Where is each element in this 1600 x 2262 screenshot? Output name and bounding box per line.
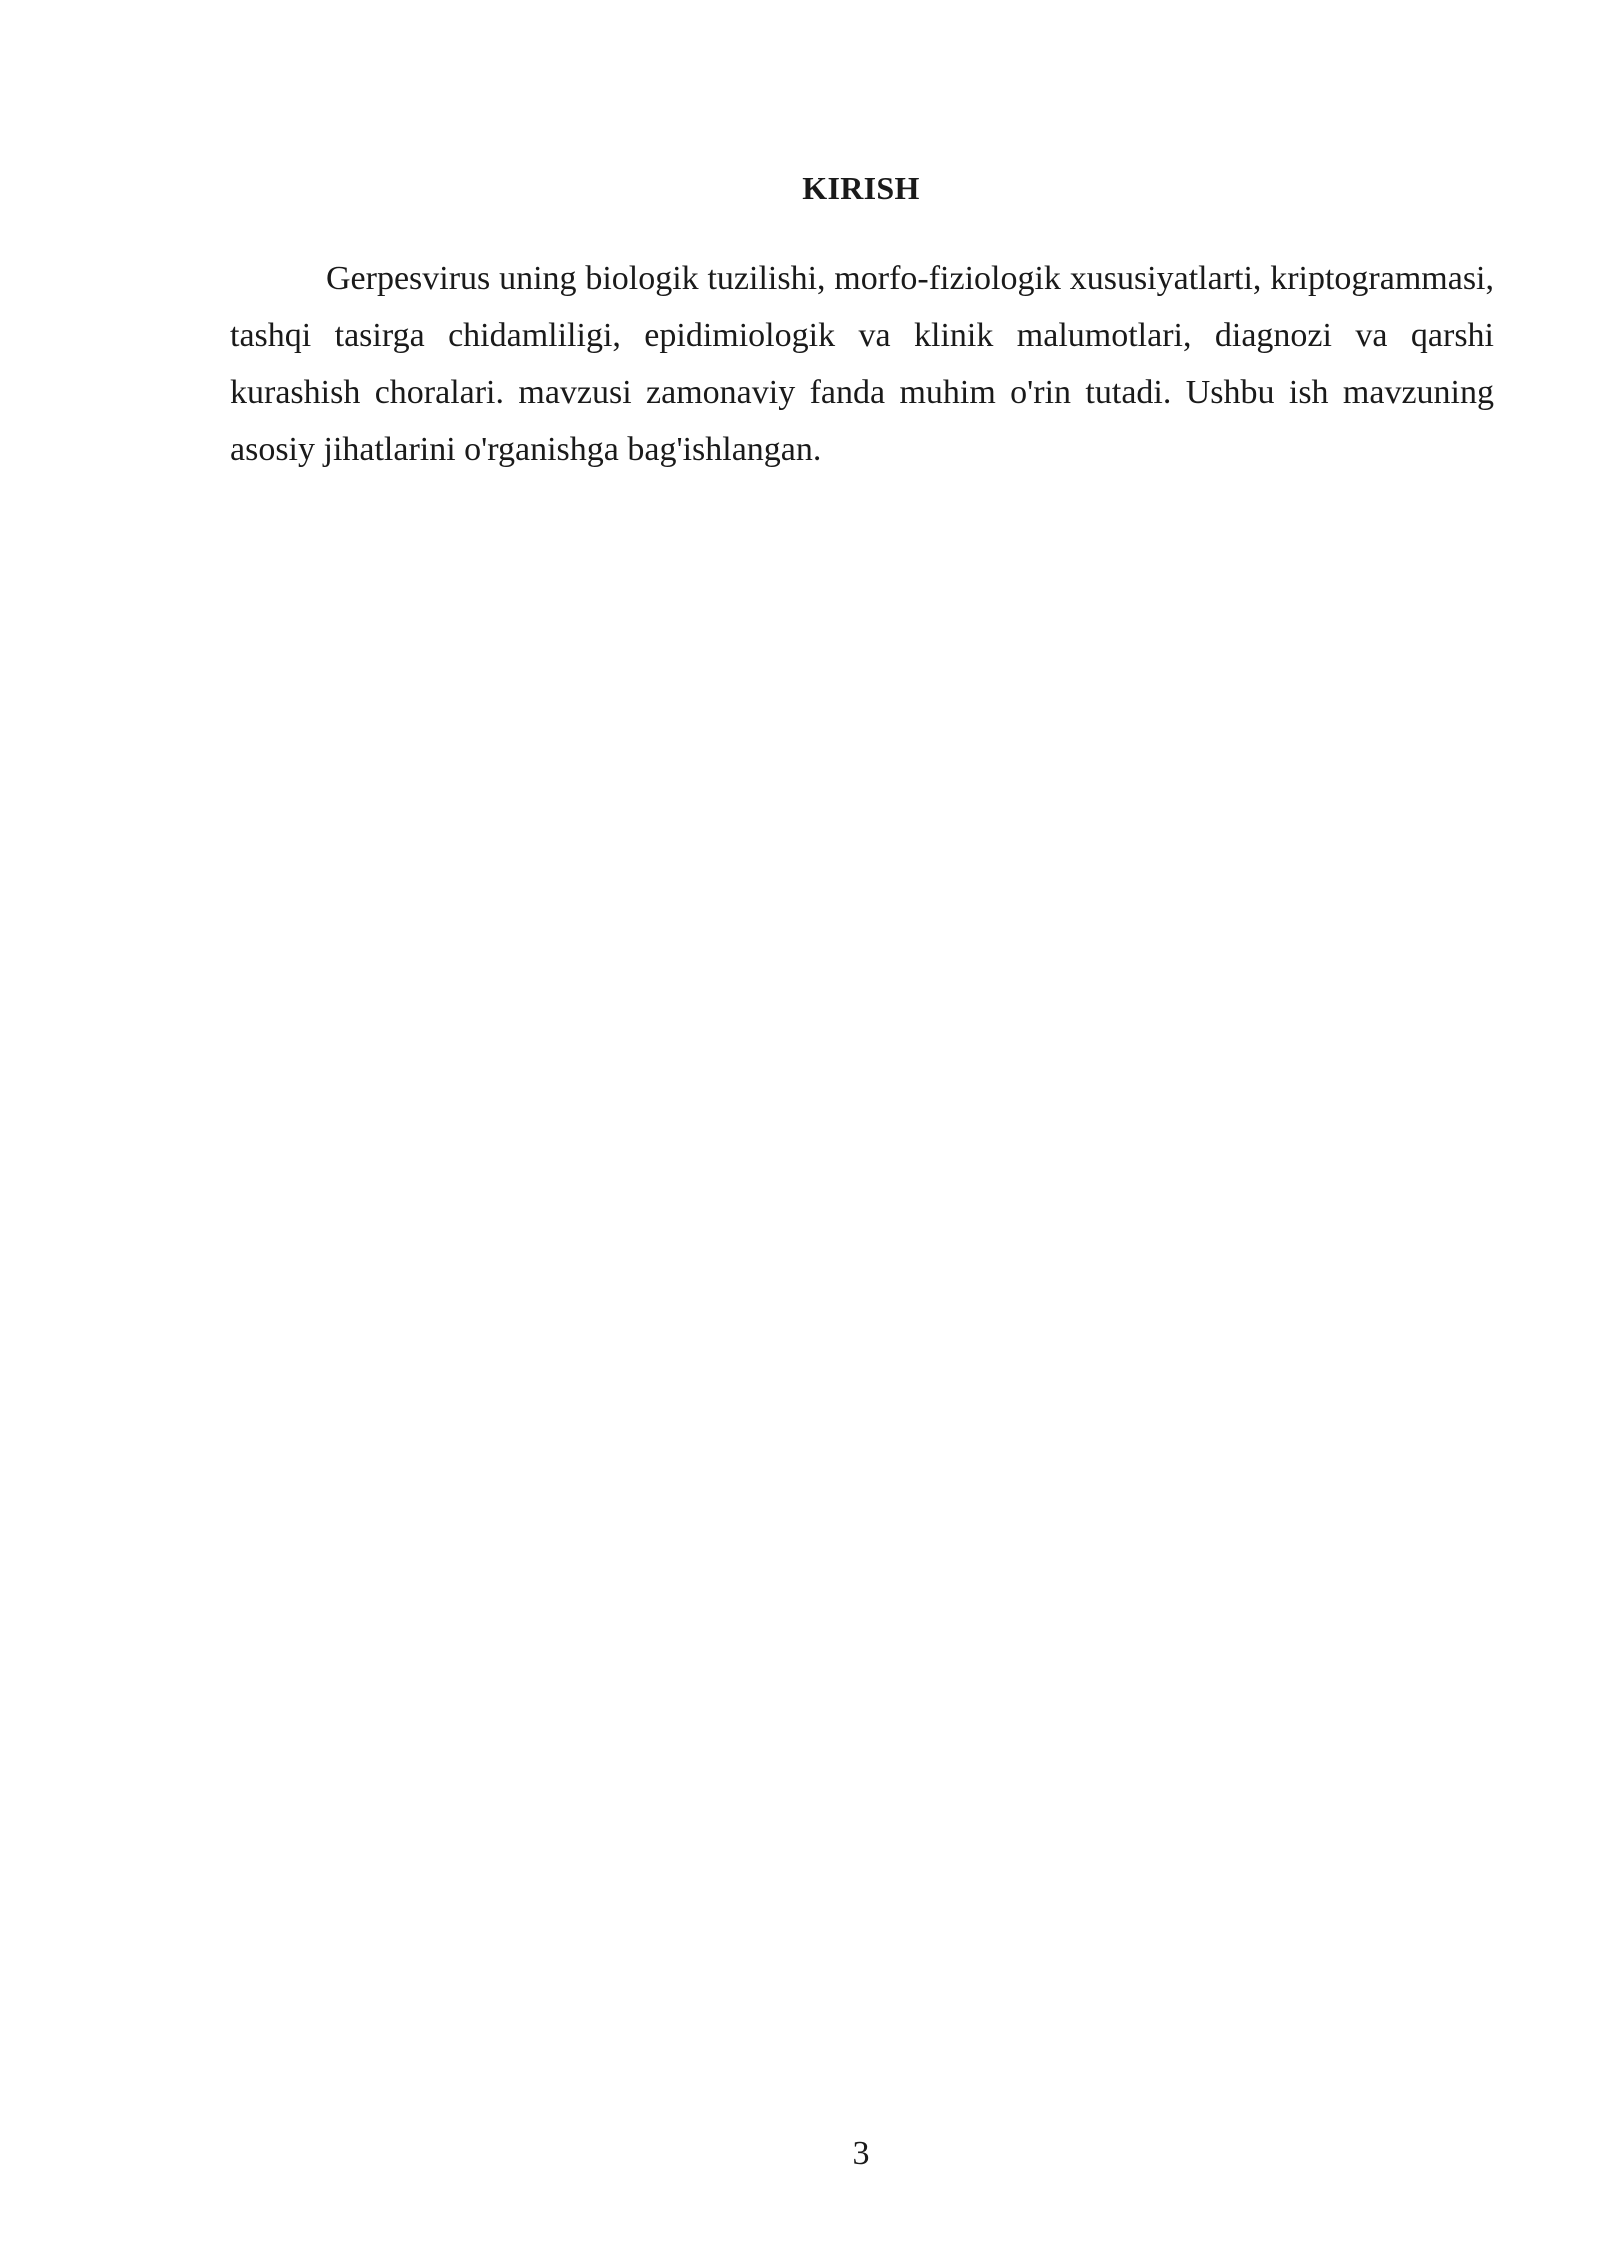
- section-heading: KIRISH: [802, 170, 920, 206]
- page-number: 3: [852, 2135, 870, 2172]
- body-paragraph: Gerpesvirus uning biologik tuzilishi, morfo-fiziologik xususiyatlarti, kriptogrammasi, tashqi tasirga chidamliligi, epidimiologik va klinik malumotlari, diagnozi va qarshi kurashish choralari. mavzusi zamonaviy fanda muhim o'rin tutadi. Ushbu ish mavzuning asosiy jihatlarini o'rganishga bag'ishlangan.: [230, 260, 1494, 468]
